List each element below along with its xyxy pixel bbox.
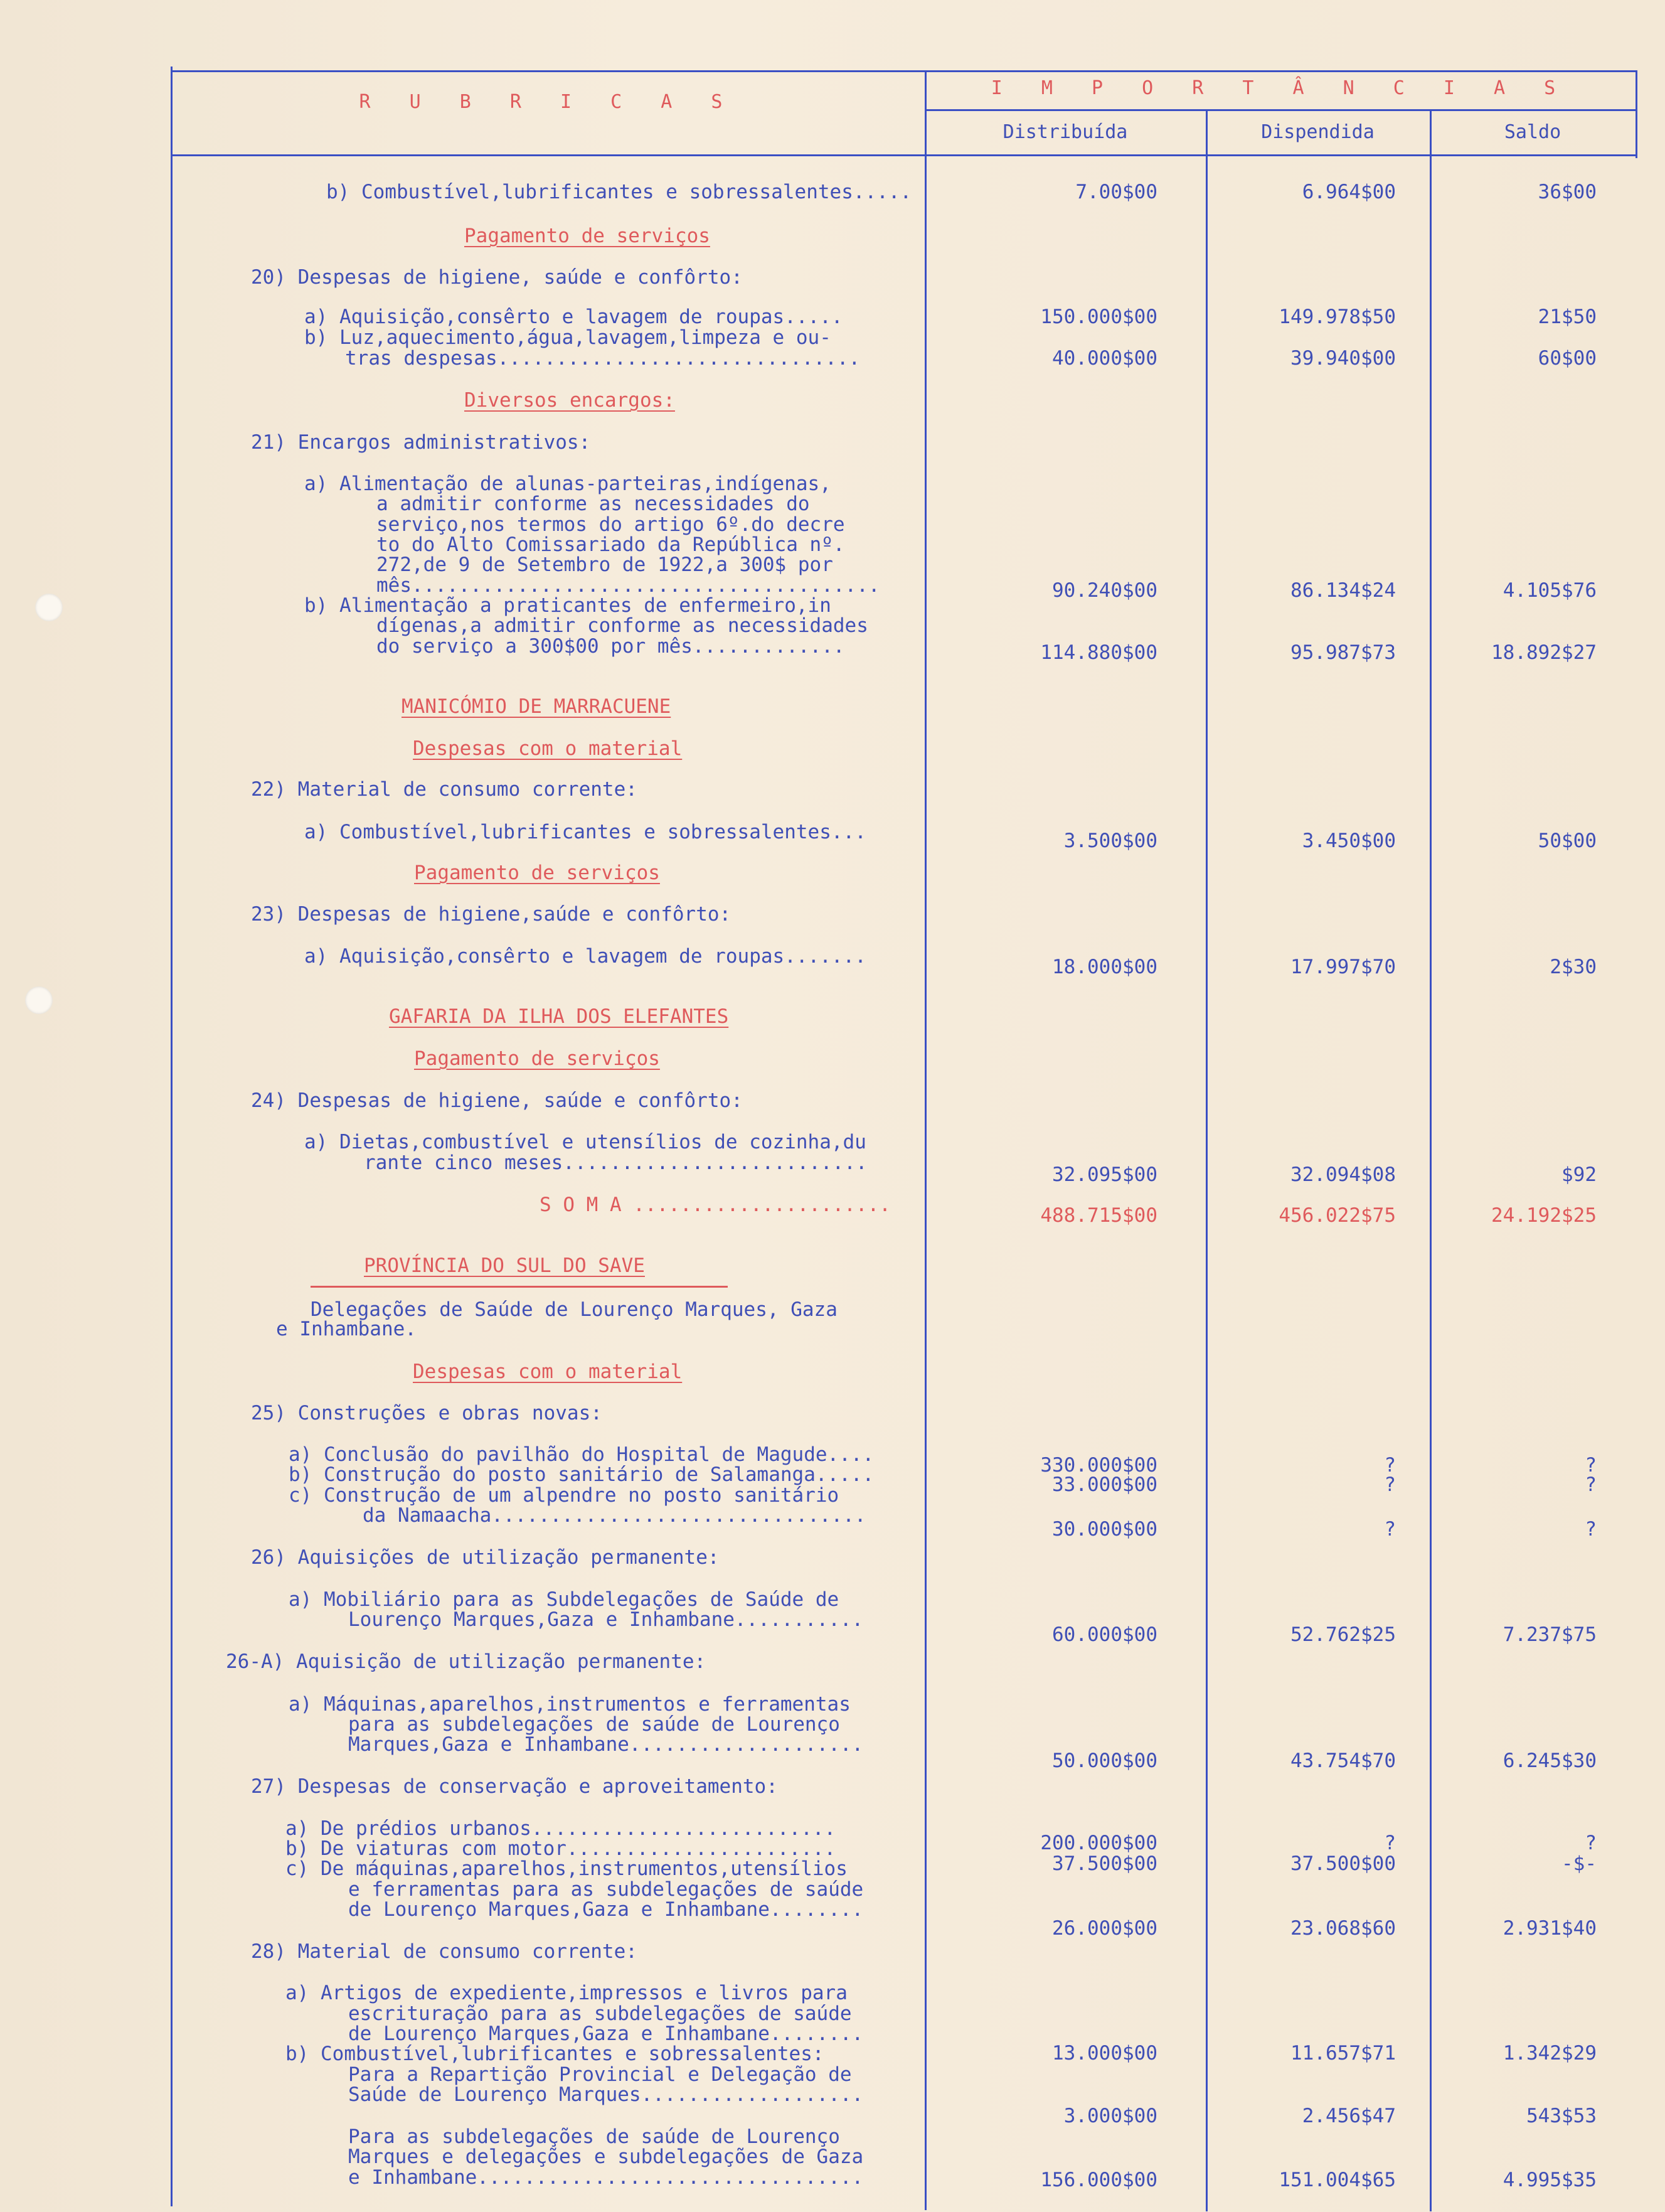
- header-split-rule: [925, 109, 1636, 111]
- amount-saldo: $92: [1561, 1163, 1597, 1186]
- rubrica-line: a) Máquinas,aparelhos,instrumentos e ferramentas: [289, 1693, 851, 1716]
- rubrica-line: a) Aquisição,consêrto e lavagem de roupas.....: [304, 306, 843, 328]
- section-heading: S O M A ......................: [540, 1194, 891, 1216]
- rubrica-line: a) Combustível,lubrificantes e sobressalentes...: [304, 821, 866, 843]
- amount-distribuida: 30.000$00: [1052, 1518, 1157, 1541]
- amount-dispendida: ?: [1384, 1832, 1396, 1854]
- amount-dispendida: ?: [1384, 1473, 1396, 1496]
- rubrica-line: serviço,nos termos do artigo 6º.do decre: [376, 513, 845, 536]
- rubrica-line: a) Conclusão do pavilhão do Hospital de Magude....: [289, 1443, 875, 1466]
- rubrica-line: escrituração para as subdelegações de saúde: [348, 2002, 852, 2025]
- section-heading: GAFARIA DA ILHA DOS ELEFANTES: [389, 1005, 729, 1028]
- header-distribuida: Distribuída: [1003, 121, 1128, 143]
- amount-dispendida: 6.964$00: [1302, 181, 1396, 203]
- rubrica-line: b) Alimentação a praticantes de enfermeiro,in: [304, 594, 831, 617]
- rubrica-line: a) De prédios urbanos..........................: [285, 1817, 836, 1840]
- section-heading: Pagamento de serviços: [414, 862, 660, 884]
- amount-saldo: 7.237$75: [1503, 1623, 1597, 1646]
- rubrica-line: b) De viaturas com motor.......................: [285, 1837, 836, 1860]
- rubrica-line: e Inhambane.: [276, 1318, 417, 1340]
- amount-saldo: 18.892$27: [1491, 641, 1597, 664]
- table-right-border: [1636, 70, 1637, 158]
- table-top-rule: [171, 70, 1636, 72]
- rubrica-line: Lourenço Marques,Gaza e Inhambane...........: [348, 1608, 864, 1631]
- amount-distribuida: 150.000$00: [1040, 306, 1157, 328]
- rubrica-line: Marques,Gaza e Inhambane....................: [348, 1733, 864, 1756]
- amount-saldo: 2$30: [1550, 956, 1597, 978]
- rubrica-line: 272,de 9 de Setembro de 1922,a 300$ por: [376, 553, 833, 576]
- rubrica-line: Saúde de Lourenço Marques...................: [348, 2083, 864, 2106]
- header-saldo: Saldo: [1504, 121, 1561, 143]
- rubrica-line: 25) Construções e obras novas:: [251, 1402, 602, 1424]
- rubrica-line: b) Construção do posto sanitário de Salamanga.....: [289, 1463, 875, 1486]
- rubrica-line: Para as subdelegações de saúde de Lourenço: [348, 2125, 840, 2148]
- amount-distribuida: 3.000$00: [1063, 2105, 1157, 2127]
- section-heading: Pagamento de serviços: [414, 1047, 660, 1070]
- amount-distribuida: 18.000$00: [1052, 956, 1157, 978]
- rubrica-line: 28) Material de consumo corrente:: [251, 1940, 637, 1963]
- rubrica-line: Marques e delegações e subdelegações de Gaza: [348, 2145, 864, 2168]
- amount-saldo: 6.245$30: [1503, 1750, 1597, 1772]
- rubrica-line: e ferramentas para as subdelegações de saúde: [348, 1878, 864, 1901]
- amount-dispendida: 17.997$70: [1290, 956, 1396, 978]
- amount-dispendida: ?: [1384, 1518, 1396, 1541]
- rubrica-line: a) Alimentação de alunas-parteiras,indígenas,: [304, 473, 831, 495]
- amount-dispendida: 86.134$24: [1290, 579, 1396, 602]
- rubrica-line: dígenas,a admitir conforme as necessidades: [376, 614, 868, 637]
- amount-dispendida: 2.456$47: [1302, 2105, 1396, 2127]
- punch-hole-top: [35, 594, 63, 621]
- rubrica-line: mês........................................: [376, 574, 880, 597]
- amount-dispendida: 52.762$25: [1290, 1623, 1396, 1646]
- rubrica-line: 23) Despesas de higiene,saúde e confôrto:: [251, 903, 731, 926]
- section-heading: PROVÍNCIA DO SUL DO SAVE: [364, 1254, 645, 1277]
- rubrica-line: a) Dietas,combustível e utensílios de cozinha,du: [304, 1131, 866, 1153]
- amount-saldo: 36$00: [1538, 181, 1597, 203]
- amount-dispendida: 32.094$08: [1290, 1163, 1396, 1186]
- rubrica-line: 21) Encargos administrativos:: [251, 431, 591, 454]
- amount-distribuida: 40.000$00: [1052, 347, 1157, 370]
- amount-saldo: ?: [1585, 1454, 1597, 1477]
- rubrica-line: rante cinco meses..........................: [364, 1151, 868, 1174]
- section-heading: Diversos encargos:: [464, 389, 675, 412]
- rubrica-line: c) De máquinas,aparelhos,instrumentos,utensílios: [285, 1857, 848, 1880]
- rubrica-line: b) Combustível,lubrificantes e sobressalentes:: [285, 2043, 824, 2065]
- header-bottom-rule: [171, 154, 1636, 156]
- amount-saldo: ?: [1585, 1518, 1597, 1541]
- amount-saldo: ?: [1585, 1473, 1597, 1496]
- amount-distribuida: 114.880$00: [1040, 641, 1157, 664]
- amount-dispendida: 43.754$70: [1290, 1750, 1396, 1772]
- rubrica-line: Delegações de Saúde de Lourenço Marques, Gaza: [311, 1298, 838, 1321]
- column-divider-rubricas: [925, 70, 927, 2210]
- amount-distribuida: 7.00$00: [1075, 181, 1157, 203]
- amount-dispendida: 37.500$00: [1290, 1852, 1396, 1875]
- rubrica-line: a) Mobiliário para as Subdelegações de Saúde de: [289, 1588, 839, 1611]
- amount-saldo: 4.995$35: [1503, 2169, 1597, 2191]
- column-divider-distribuida: [1206, 109, 1208, 2211]
- amount-saldo: 543$53: [1526, 2105, 1597, 2127]
- rubrica-line: 24) Despesas de higiene, saúde e confôrto:: [251, 1089, 743, 1112]
- amount-dispendida: 95.987$73: [1290, 641, 1396, 664]
- amount-dispendida: 39.940$00: [1290, 347, 1396, 370]
- amount-saldo: 1.342$29: [1503, 2042, 1597, 2065]
- amount-saldo: ?: [1585, 1832, 1597, 1854]
- column-divider-dispendida: [1430, 109, 1432, 2211]
- amount-dispendida: 149.978$50: [1279, 306, 1396, 328]
- amount-distribuida: 26.000$00: [1052, 1917, 1157, 1940]
- amount-saldo: -$-: [1561, 1852, 1597, 1875]
- punch-hole-bottom: [25, 986, 53, 1014]
- amount-dispendida: 456.022$75: [1279, 1204, 1396, 1227]
- amount-dispendida: 3.450$00: [1302, 830, 1396, 852]
- amount-distribuida: 33.000$00: [1052, 1473, 1157, 1496]
- rubrica-line: de Lourenço Marques,Gaza e Inhambane........: [348, 1898, 864, 1921]
- amount-saldo: 21$50: [1538, 306, 1597, 328]
- amount-saldo: 24.192$25: [1491, 1204, 1597, 1227]
- amount-distribuida: 330.000$00: [1040, 1454, 1157, 1477]
- rubrica-line: 22) Material de consumo corrente:: [251, 778, 637, 801]
- amount-saldo: 4.105$76: [1503, 579, 1597, 602]
- rubrica-line: a admitir conforme as necessidades do: [376, 493, 810, 515]
- rubrica-line: e Inhambane.................................: [348, 2166, 864, 2189]
- rubrica-line: para as subdelegações de saúde de Lourenço: [348, 1713, 840, 1736]
- rubrica-line: c) Construção de um alpendre no posto sanitário: [289, 1484, 839, 1507]
- header-rubricas: R U B R I C A S: [359, 91, 737, 113]
- rubrica-line: 26) Aquisições de utilização permanente:: [251, 1546, 720, 1569]
- rubrica-line: da Namaacha................................: [363, 1504, 866, 1527]
- rubrica-line: de Lourenço Marques,Gaza e Inhambane........: [348, 2022, 864, 2045]
- amount-saldo: 2.931$40: [1503, 1917, 1597, 1940]
- amount-distribuida: 200.000$00: [1040, 1832, 1157, 1854]
- section-heading: MANICÓMIO DE MARRACUENE: [402, 695, 671, 718]
- rubrica-line: a) Aquisição,consêrto e lavagem de roupas.......: [304, 945, 866, 968]
- amount-distribuida: 60.000$00: [1052, 1623, 1157, 1646]
- rubrica-line: 27) Despesas de conservação e aproveitamento:: [251, 1775, 778, 1798]
- amount-dispendida: 23.068$60: [1290, 1917, 1396, 1940]
- amount-distribuida: 488.715$00: [1040, 1204, 1157, 1227]
- amount-distribuida: 37.500$00: [1052, 1852, 1157, 1875]
- section-heading: Despesas com o material: [413, 1360, 683, 1383]
- amount-distribuida: 156.000$00: [1040, 2169, 1157, 2191]
- amount-dispendida: ?: [1384, 1454, 1396, 1477]
- rubrica-line: a) Artigos de expediente,impressos e livros para: [285, 1982, 848, 2004]
- amount-distribuida: 13.000$00: [1052, 2042, 1157, 2065]
- header-importancias: I M P O R T Â N C I A S: [991, 77, 1570, 99]
- amount-distribuida: 90.240$00: [1052, 579, 1157, 602]
- section-heading: Despesas com o material: [413, 737, 683, 760]
- rubrica-line: tras despesas...............................: [345, 347, 861, 370]
- rubrica-line: b) Combustível,lubrificantes e sobressalentes.....: [326, 181, 912, 203]
- rubrica-line: to do Alto Comissariado da República nº.: [376, 533, 845, 556]
- amount-saldo: 50$00: [1538, 830, 1597, 852]
- rubrica-line: 20) Despesas de higiene, saúde e confôrto:: [251, 266, 743, 289]
- rubrica-line: do serviço a 300$00 por mês.............: [376, 635, 845, 658]
- rubrica-line: Para a Repartição Provincial e Delegação de: [348, 2063, 852, 2086]
- amount-saldo: 60$00: [1538, 347, 1597, 370]
- table-left-border: [171, 67, 173, 2206]
- amount-distribuida: 3.500$00: [1063, 830, 1157, 852]
- rubrica-line: b) Luz,aquecimento,água,lavagem,limpeza e ou-: [304, 326, 831, 349]
- province-heading-rule: [311, 1286, 728, 1288]
- amount-dispendida: 151.004$65: [1279, 2169, 1396, 2191]
- rubrica-line: 26-A) Aquisição de utilização permanente:: [226, 1650, 706, 1673]
- amount-distribuida: 50.000$00: [1052, 1750, 1157, 1772]
- header-dispendida: Dispendida: [1261, 121, 1375, 143]
- amount-distribuida: 32.095$00: [1052, 1163, 1157, 1186]
- section-heading: Pagamento de serviços: [464, 225, 710, 247]
- amount-dispendida: 11.657$71: [1290, 2042, 1396, 2065]
